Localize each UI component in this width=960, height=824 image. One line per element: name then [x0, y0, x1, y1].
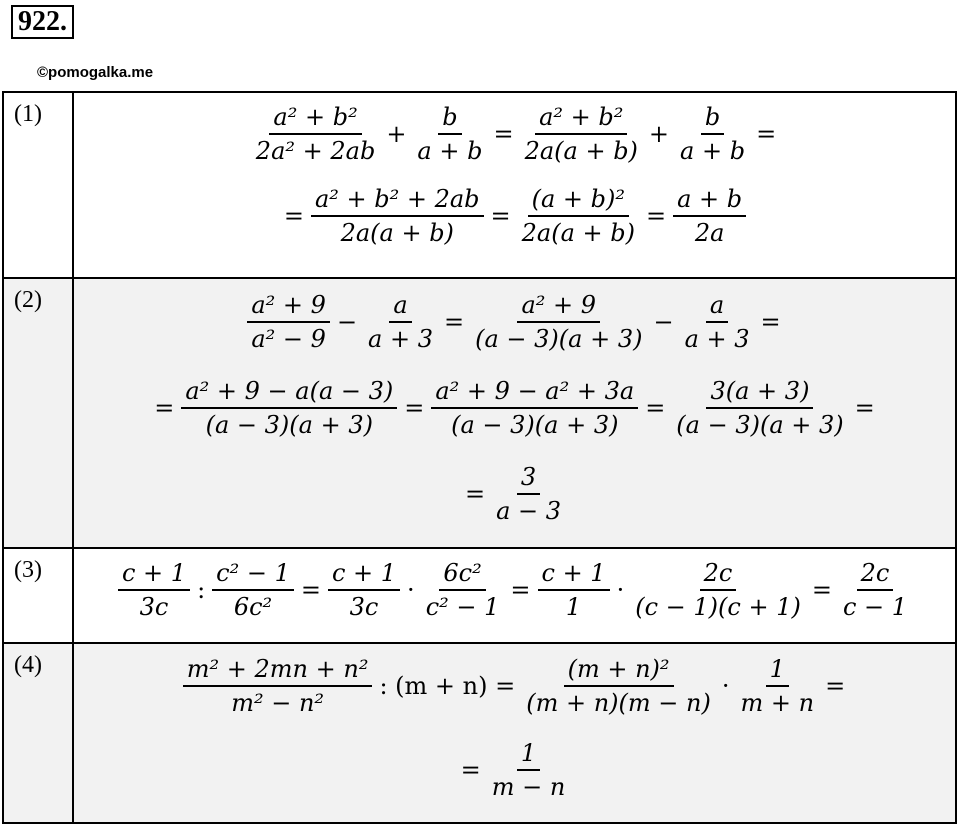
operator: ·	[721, 672, 730, 700]
equals-sign: =	[154, 394, 175, 422]
watermark: ©pomogalka.me	[37, 64, 154, 81]
numerator: 3	[517, 461, 540, 495]
operator: =	[510, 576, 531, 604]
numerator: a² + b²	[535, 101, 627, 135]
fraction	[839, 557, 911, 623]
denominator: 2a² + 2ab	[255, 137, 376, 165]
operator: =	[404, 394, 425, 422]
operator: =	[490, 202, 511, 230]
denominator: 2a(a + b)	[524, 137, 638, 165]
operator: ·	[616, 576, 625, 604]
operator: :	[197, 576, 206, 604]
denominator: c − 1	[842, 593, 908, 621]
denominator: m − n	[491, 773, 566, 801]
numerator: a	[389, 289, 411, 323]
denominator: 6c²	[233, 593, 273, 621]
operator: =	[646, 202, 667, 230]
numerator: m² + 2mn + n²	[183, 653, 373, 687]
fraction	[181, 375, 397, 441]
row-label: (1)	[3, 92, 73, 278]
operator: =	[300, 576, 321, 604]
numerator: c + 1	[538, 557, 610, 591]
numerator: a² + 9	[517, 289, 600, 323]
operator: +	[648, 120, 670, 148]
operator: −	[336, 308, 358, 336]
denominator: a + b	[417, 137, 483, 165]
row-label: (3)	[3, 548, 73, 643]
numerator: a² + 9 − a(a − 3)	[181, 375, 397, 409]
denominator: (a − 3)(a + 3)	[451, 411, 619, 439]
denominator: a² − 9	[251, 325, 326, 353]
equation-line	[74, 728, 955, 812]
numerator: a + b	[673, 183, 746, 217]
fraction	[673, 183, 746, 249]
fraction	[431, 375, 638, 441]
fraction	[118, 557, 190, 623]
fraction	[252, 101, 380, 167]
equation-line	[74, 175, 955, 257]
numerator: c² − 1	[212, 557, 294, 591]
operator: =	[811, 576, 832, 604]
problem-number: 922.	[11, 5, 74, 39]
denominator: (a − 3)(a + 3)	[676, 411, 844, 439]
fraction	[672, 375, 847, 441]
numerator: 2c	[857, 557, 894, 591]
equation-line	[74, 451, 955, 537]
denominator: 2a(a + b)	[521, 219, 635, 247]
fraction	[518, 183, 639, 249]
solution-row	[3, 92, 956, 278]
fraction	[676, 101, 749, 167]
numerator: 3(a + 3)	[706, 375, 813, 409]
numerator: a² + 9 − a² + 3a	[431, 375, 638, 409]
math-cell	[73, 92, 956, 278]
equals-sign: =	[464, 480, 486, 508]
denominator: 1	[565, 593, 582, 621]
numerator: c + 1	[118, 557, 190, 591]
operator: =	[825, 672, 846, 700]
row-label: (2)	[3, 278, 73, 548]
operator: =	[760, 308, 781, 336]
denominator: (m + n)(m − n)	[526, 689, 711, 717]
fraction	[311, 183, 484, 249]
denominator: m² − n²	[231, 689, 325, 717]
operator: −	[653, 308, 674, 336]
operator: +	[386, 120, 407, 148]
operator: =	[444, 308, 465, 336]
math-cell	[73, 278, 956, 548]
operator: =	[493, 120, 514, 148]
math-cell	[73, 548, 956, 643]
numerator: (m + n)²	[564, 653, 674, 687]
denominator: a − 3	[496, 497, 562, 525]
equals-sign: =	[283, 202, 304, 230]
numerator: 6c²	[439, 557, 485, 591]
numerator: b	[438, 101, 461, 135]
fraction	[492, 461, 565, 527]
denominator: 2a	[694, 219, 725, 247]
denominator: a + b	[680, 137, 746, 165]
row-label: (4)	[3, 643, 73, 823]
denominator: 3c	[349, 593, 379, 621]
denominator: (a − 3)(a + 3)	[205, 411, 373, 439]
denominator: 3c	[139, 593, 169, 621]
operator: ·	[407, 576, 415, 604]
numerator: 2c	[700, 557, 737, 591]
numerator: b	[701, 101, 724, 135]
numerator: a² + b²	[269, 101, 361, 135]
fraction	[538, 557, 610, 623]
operator: =	[645, 394, 666, 422]
equation-line	[74, 644, 955, 728]
fraction	[488, 737, 570, 803]
numerator: (a + b)²	[528, 183, 629, 217]
numerator: a	[706, 289, 728, 323]
fraction	[631, 557, 805, 623]
equation-line	[74, 549, 955, 631]
fraction	[681, 289, 754, 355]
fraction	[737, 653, 819, 719]
math-cell	[73, 643, 956, 823]
denominator: c² − 1	[425, 593, 500, 621]
fraction	[422, 557, 504, 623]
solution-row	[3, 278, 956, 548]
denominator: 2a(a + b)	[340, 219, 454, 247]
denominator: (a − 3)(a + 3)	[475, 325, 643, 353]
operator: =	[756, 120, 777, 148]
equals-sign: =	[460, 756, 481, 784]
solution-row	[3, 548, 956, 643]
fraction	[183, 653, 373, 719]
denominator: (c − 1)(c + 1)	[635, 593, 801, 621]
numerator: a² + 9	[247, 289, 330, 323]
fraction	[471, 289, 646, 355]
solution-row	[3, 643, 956, 823]
fraction	[522, 653, 715, 719]
fraction	[328, 557, 400, 623]
numerator: c + 1	[328, 557, 400, 591]
denominator: a + 3	[684, 325, 750, 353]
equation-line	[74, 279, 955, 365]
fraction	[364, 289, 437, 355]
equation-line	[74, 93, 955, 175]
solution-table	[2, 91, 957, 824]
numerator: 1	[766, 653, 789, 687]
denominator: a + 3	[368, 325, 433, 353]
operator: =	[854, 394, 875, 422]
fraction	[521, 101, 642, 167]
operator: : (m + n) =	[379, 672, 516, 700]
denominator: m + n	[740, 689, 815, 717]
equation-line	[74, 365, 955, 451]
fraction	[247, 289, 330, 355]
fraction	[413, 101, 486, 167]
fraction	[212, 557, 294, 623]
numerator: a² + b² + 2ab	[311, 183, 484, 217]
numerator: 1	[517, 737, 540, 771]
